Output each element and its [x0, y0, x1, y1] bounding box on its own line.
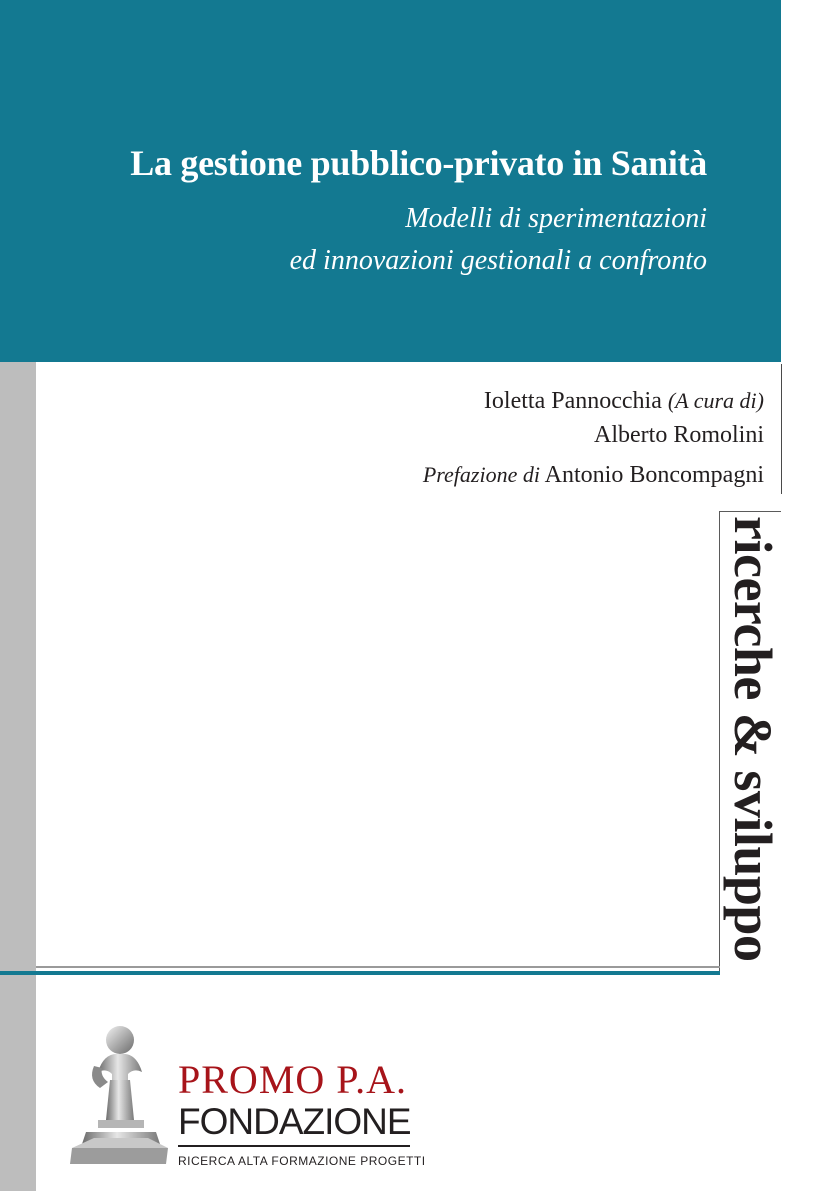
publisher-name: PROMO P.A.: [178, 1057, 407, 1102]
bottom-teal-rule: [0, 971, 720, 975]
logo-underline: [178, 1145, 410, 1147]
vertical-divider: [781, 364, 782, 494]
editor-line: [423, 384, 764, 418]
author-credits: [423, 384, 764, 492]
publisher-logo: [178, 1057, 426, 1168]
left-gray-strip: [0, 362, 36, 1191]
publisher-tagline: RICERCA ALTA FORMAZIONE PROGETTI: [178, 1154, 426, 1168]
book-subtitle: [290, 198, 707, 282]
page-right-margin: [781, 0, 840, 1191]
subtitle-line-1: Modelli di sperimentazioni: [405, 203, 707, 234]
preface-author: Antonio Boncompagni: [544, 462, 764, 488]
editor-role: (A cura di): [667, 388, 764, 413]
coauthor-name: Alberto Romolini: [594, 422, 764, 448]
editor-name: Ioletta Pannocchia: [483, 388, 662, 414]
title-band: [0, 0, 781, 362]
book-title: La gestione pubblico-privato in Sanità: [130, 143, 707, 183]
publisher-subname: FONDAZIONE: [178, 1101, 411, 1142]
series-name: ricerche & sviluppo: [723, 516, 783, 962]
bottom-gray-rule: [36, 966, 720, 968]
preface-label: Prefazione di: [422, 462, 540, 487]
pawn-statue-icon: [64, 1020, 172, 1170]
subtitle-line-2: ed innovazioni gestionali a confronto: [289, 245, 707, 276]
preface-line: [423, 458, 764, 492]
